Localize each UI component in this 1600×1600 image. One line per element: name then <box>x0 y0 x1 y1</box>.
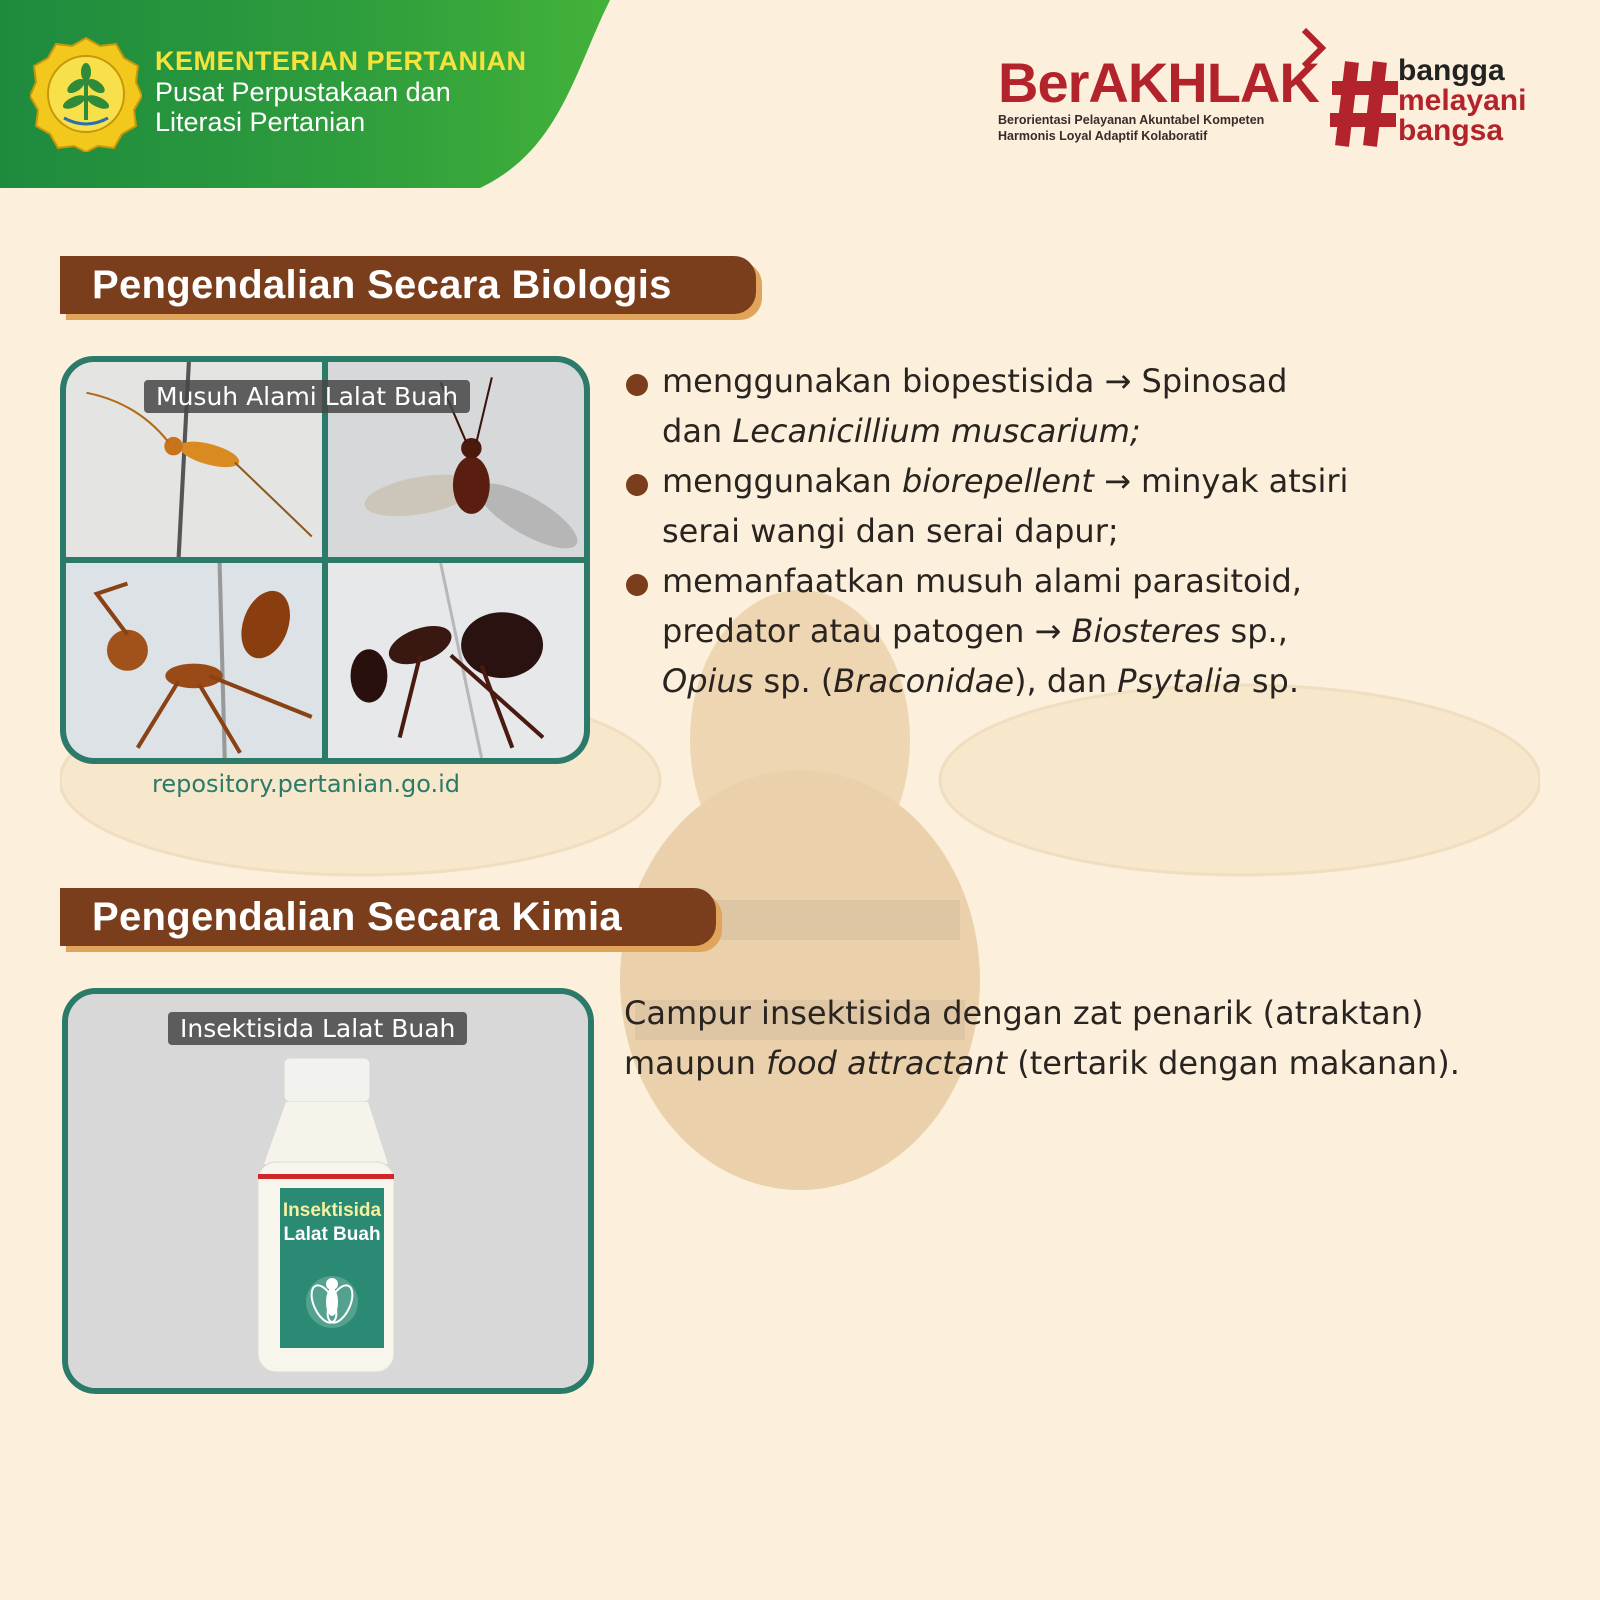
bottle-label-line2: Lalat Buah <box>283 1224 381 1245</box>
chemical-text-line1: Campur insektisida dengan zat penarik (atraktan) <box>624 994 1424 1032</box>
natural-enemies-caption: Musuh Alami Lalat Buah <box>144 380 470 413</box>
header-text <box>155 46 527 137</box>
source-link[interactable]: repository.pertanian.go.id <box>152 770 461 798</box>
insecticide-photo-frame <box>62 988 594 1394</box>
berakhlak-word: BerAKHLAK <box>998 51 1319 114</box>
section-title-biologis: Pengendalian Secara Biologis <box>60 256 756 314</box>
center-name-line1: Pusat Perpustakaan dan <box>155 77 451 107</box>
biological-control-list <box>620 356 1520 706</box>
hashtag-word-1: bangga <box>1398 54 1505 87</box>
natural-enemies-photo-grid <box>60 356 590 764</box>
center-name-line2: Literasi Pertanian <box>155 107 366 137</box>
insecticide-caption: Insektisida Lalat Buah <box>168 1012 467 1045</box>
chevron-right-icon <box>1298 26 1328 70</box>
berakhlak-sub-line1: Berorientasi Pelayanan Akuntabel Kompeten <box>998 113 1265 127</box>
kementan-seal-icon <box>30 36 142 152</box>
bottle-label-line1: Insektisida <box>282 1200 382 1221</box>
list-item: menggunakan biopestisida → Spinosad dan Lecanicillium muscarium; <box>620 356 1520 456</box>
ministry-name: KEMENTERIAN PERTANIAN <box>155 46 527 76</box>
berakhlak-sub-line2: Harmonis Loyal Adaptif Kolaboratif <box>998 129 1208 143</box>
bangga-melayani-bangsa <box>1398 56 1526 146</box>
list-item: menggunakan biorepellent → minyak atsiri serai wangi dan serai dapur; <box>620 456 1520 556</box>
hashtag-icon <box>1330 58 1400 150</box>
list-item: memanfaatkan musuh alami parasitoid, predator atau patogen → Biosteres sp., Opius sp. (Braconidae), dan Psytalia sp. <box>620 556 1520 706</box>
ant-photo-2 <box>328 563 584 758</box>
ant-photo-1 <box>66 563 322 758</box>
insecticide-bottle-icon <box>68 994 588 1388</box>
section-title-kimia: Pengendalian Secara Kimia <box>60 888 716 946</box>
berakhlak-logo <box>998 51 1319 144</box>
hashtag-word-2: melayani <box>1398 84 1527 117</box>
chemical-control-text: Campur insektisida dengan zat penarik (atraktan) maupun food attractant (tertarik dengan makanan). <box>624 994 1460 1082</box>
hashtag-word-3: bangsa <box>1398 114 1504 147</box>
